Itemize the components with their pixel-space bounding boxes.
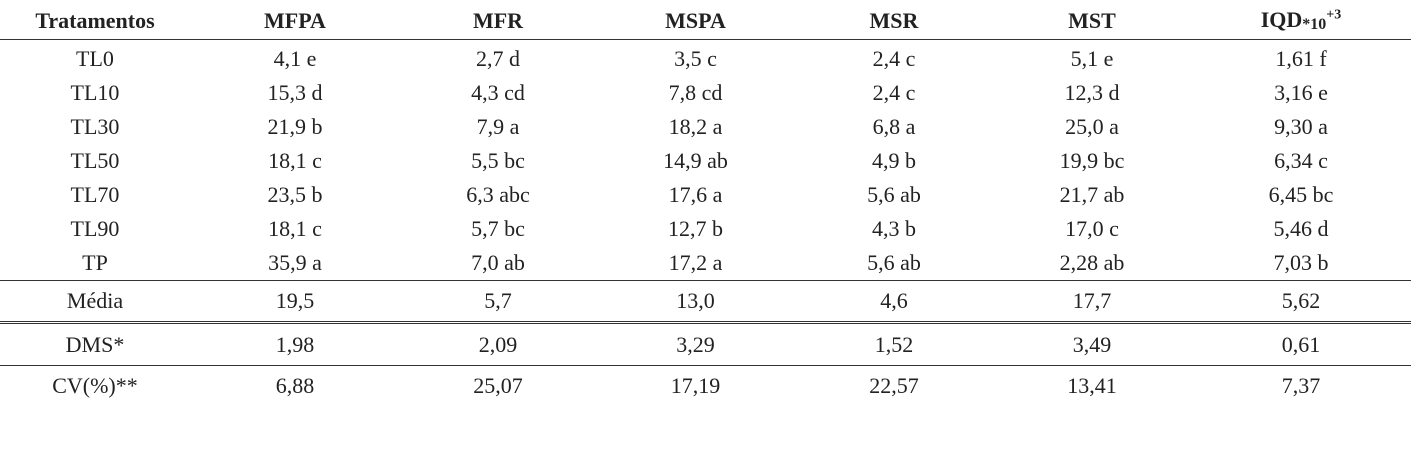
header-mspa: MSPA [596,0,795,40]
dms-iqd: 0,61 [1191,323,1411,366]
cell-iqd: 9,30 a [1274,114,1328,139]
cell-iqd: 1,61 f [1275,46,1327,71]
dms-msr: 1,52 [795,323,993,366]
cell-iqd: 7,03 b [1191,246,1411,281]
cell-msr: 6,8 a [872,114,916,139]
table-row [0,144,1411,178]
dms-row [0,323,1411,366]
cell-msr: 2,4 c [872,46,916,71]
cell-mfpa: 35,9 a [190,246,400,281]
cv-msr: 22,57 [869,373,919,398]
cell-mfr: 4,3 cd [471,80,525,105]
cell-msr: 5,6 ab [795,246,993,281]
mean-iqd: 5,62 [1191,281,1411,323]
cell-mspa: 18,2 a [668,114,723,139]
dms-mfpa: 1,98 [190,323,400,366]
cv-label: CV(%)** [52,373,138,398]
mean-mfpa: 19,5 [190,281,400,323]
cell-mfpa: 21,9 b [267,114,323,139]
header-msr: MSR [795,0,993,40]
cell-mst: 2,28 ab [993,246,1191,281]
cell-msr: 5,6 ab [867,182,921,207]
header-mst: MST [993,0,1191,40]
cell-mfpa: 23,5 b [267,182,323,207]
table-row [0,178,1411,212]
mean-mfr: 5,7 [400,281,596,323]
cell-mfpa: 4,1 e [273,46,317,71]
table-row [0,246,1411,281]
cell-mfr: 7,0 ab [400,246,596,281]
cell-mst: 17,0 c [1065,216,1119,241]
cell-msr: 4,9 b [872,148,916,173]
cell-mst: 21,7 ab [1059,182,1125,207]
dms-label: DMS* [0,323,190,366]
cell-mst: 5,1 e [1070,46,1114,71]
cell-mfr: 6,3 abc [466,182,530,207]
cv-mst: 13,41 [1067,373,1117,398]
header-iqd-exp: +3 [1326,7,1342,23]
cell-treatment: TL10 [70,80,120,105]
table-row [0,212,1411,246]
cell-mspa: 17,2 a [596,246,795,281]
header-iqd-base: IQD [1260,7,1303,32]
cell-treatment: TL0 [76,46,114,71]
header-row [0,0,1411,40]
table-row [0,110,1411,144]
table-row [0,76,1411,110]
header-iqd [1191,0,1411,40]
dms-mst: 3,49 [993,323,1191,366]
mean-msr: 4,6 [795,281,993,323]
cell-mspa: 3,5 c [674,46,717,71]
cell-treatment: TL30 [70,114,120,139]
cv-mfr: 25,07 [473,373,523,398]
mean-mst: 17,7 [993,281,1191,323]
dms-mspa: 3,29 [596,323,795,366]
cv-mspa: 17,19 [670,373,721,398]
cv-iqd: 7,37 [1281,373,1321,398]
cell-iqd: 6,45 bc [1268,182,1334,207]
mean-row [0,281,1411,323]
cell-mfr: 5,5 bc [471,148,525,173]
cell-mspa: 14,9 ab [663,148,728,173]
cell-mfr: 7,9 a [476,114,520,139]
cell-msr: 4,3 b [872,216,916,241]
cell-treatment: TL50 [70,148,120,173]
cell-msr: 2,4 c [872,80,916,105]
mean-label: Média [0,281,190,323]
header-iqd-mult: *10 [1302,16,1327,33]
cell-mfr: 5,7 bc [471,216,525,241]
cell-mfpa: 15,3 d [267,80,323,105]
mean-mspa: 13,0 [596,281,795,323]
cv-row [0,366,1411,407]
dms-mfr: 2,09 [400,323,596,366]
cell-mfpa: 18,1 c [268,216,322,241]
cv-mfpa: 6,88 [275,373,315,398]
cell-iqd: 5,46 d [1273,216,1329,241]
header-mfpa: MFPA [190,0,400,40]
cell-mst: 19,9 bc [1059,148,1125,173]
header-tratamentos: Tratamentos [0,0,190,40]
cell-mspa: 12,7 b [668,216,723,241]
cell-treatment: TP [0,246,190,281]
cell-mfr: 2,7 d [476,46,520,71]
cell-treatment: TL90 [70,216,120,241]
cell-mst: 12,3 d [1064,80,1120,105]
cell-iqd: 3,16 e [1274,80,1328,105]
cell-treatment: TL70 [70,182,120,207]
cell-iqd: 6,34 c [1274,148,1328,173]
table-row [0,40,1411,77]
cell-mst: 25,0 a [1065,114,1119,139]
cell-mspa: 17,6 a [668,182,723,207]
cell-mfpa: 18,1 c [268,148,322,173]
header-mfr: MFR [400,0,596,40]
cell-mspa: 7,8 cd [668,80,723,105]
